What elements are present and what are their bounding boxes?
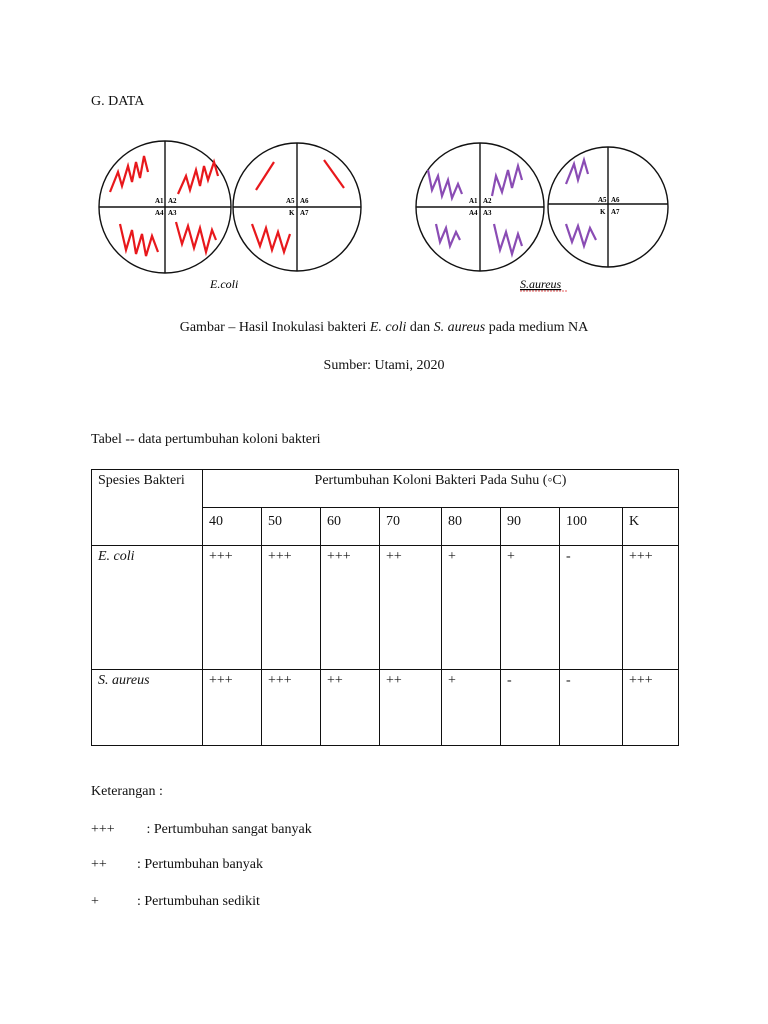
figure-source: Sumber: Utami, 2020 [323, 358, 445, 373]
quadrant-label: K [600, 208, 606, 216]
caption-middle: dan [406, 320, 434, 335]
growth-cell: +++ [203, 546, 262, 670]
quadrant-label: A3 [168, 209, 177, 217]
section-title: G. DATA [91, 94, 145, 109]
quadrant-label: A7 [300, 209, 309, 217]
legend-symbol: + [91, 894, 99, 909]
temp-header: 40 [203, 508, 262, 546]
growth-cell: +++ [262, 546, 321, 670]
temp-header: 70 [380, 508, 442, 546]
quadrant-label: K [289, 209, 295, 217]
quadrant-label: A7 [611, 208, 620, 216]
quadrant-label: A1 [469, 197, 478, 205]
growth-cell: - [560, 546, 623, 670]
legend-title: Keterangan : [91, 784, 163, 799]
plate-ecoli-1 [99, 141, 231, 273]
growth-cell: +++ [623, 670, 679, 746]
temp-header: 60 [321, 508, 380, 546]
header-temperature-group: Pertumbuhan Koloni Bakteri Pada Suhu (◦C) [203, 470, 679, 508]
quadrant-label: A6 [300, 197, 309, 205]
quadrant-label: A4 [155, 209, 164, 217]
growth-cell: ++ [380, 670, 442, 746]
legend-item [91, 822, 312, 838]
plate-saureus-2 [548, 147, 668, 267]
temp-header: K [623, 508, 679, 546]
label-saureus: S.aureus [520, 277, 562, 291]
legend-item [91, 894, 260, 910]
growth-cell: ++ [321, 670, 380, 746]
caption-ecoli: E. coli [369, 320, 407, 335]
label-ecoli: E.coli [210, 277, 239, 291]
growth-cell: +++ [321, 546, 380, 670]
legend-symbol: +++ [91, 822, 115, 837]
growth-cell: +++ [203, 670, 262, 746]
caption-suffix: pada medium NA [485, 320, 589, 335]
quadrant-label: A1 [155, 197, 164, 205]
species-cell: E. coli [92, 546, 203, 670]
growth-cell: - [501, 670, 560, 746]
plate-ecoli-2 [233, 143, 361, 271]
legend-symbol: ++ [91, 857, 107, 872]
caption-saureus: S. aureus [433, 320, 486, 335]
figure-caption [0, 320, 768, 336]
growth-cell: +++ [623, 546, 679, 670]
header-species: Spesies Bakteri [92, 470, 203, 546]
legend-text: : Pertumbuhan sedikit [137, 894, 260, 909]
species-cell: S. aureus [92, 670, 203, 746]
growth-cell: - [560, 670, 623, 746]
table-title: Tabel -- data pertumbuhan koloni bakteri [91, 432, 321, 447]
plate-saureus-1 [416, 143, 544, 271]
inoculation-figure [96, 140, 676, 300]
growth-cell: + [501, 546, 560, 670]
growth-cell: + [442, 546, 501, 670]
quadrant-label: A2 [168, 197, 177, 205]
table-row [92, 546, 679, 670]
quadrant-label: A2 [483, 197, 492, 205]
growth-table [91, 469, 679, 746]
temp-header: 80 [442, 508, 501, 546]
temp-header: 50 [262, 508, 321, 546]
legend-text: : Pertumbuhan sangat banyak [143, 822, 312, 837]
quadrant-label: A3 [483, 209, 492, 217]
quadrant-label: A5 [286, 197, 295, 205]
table-header-row [92, 470, 679, 508]
temp-header: 100 [560, 508, 623, 546]
temp-header: 90 [501, 508, 560, 546]
growth-cell: +++ [262, 670, 321, 746]
growth-cell: + [442, 670, 501, 746]
table-row [92, 670, 679, 746]
quadrant-label: A4 [469, 209, 478, 217]
quadrant-label: A5 [598, 196, 607, 204]
growth-cell: ++ [380, 546, 442, 670]
quadrant-label: A6 [611, 196, 620, 204]
caption-prefix: Gambar – Hasil Inokulasi bakteri [179, 320, 370, 335]
legend-item [91, 857, 263, 873]
petri-plates-svg [96, 140, 676, 300]
legend-text: : Pertumbuhan banyak [137, 857, 263, 872]
